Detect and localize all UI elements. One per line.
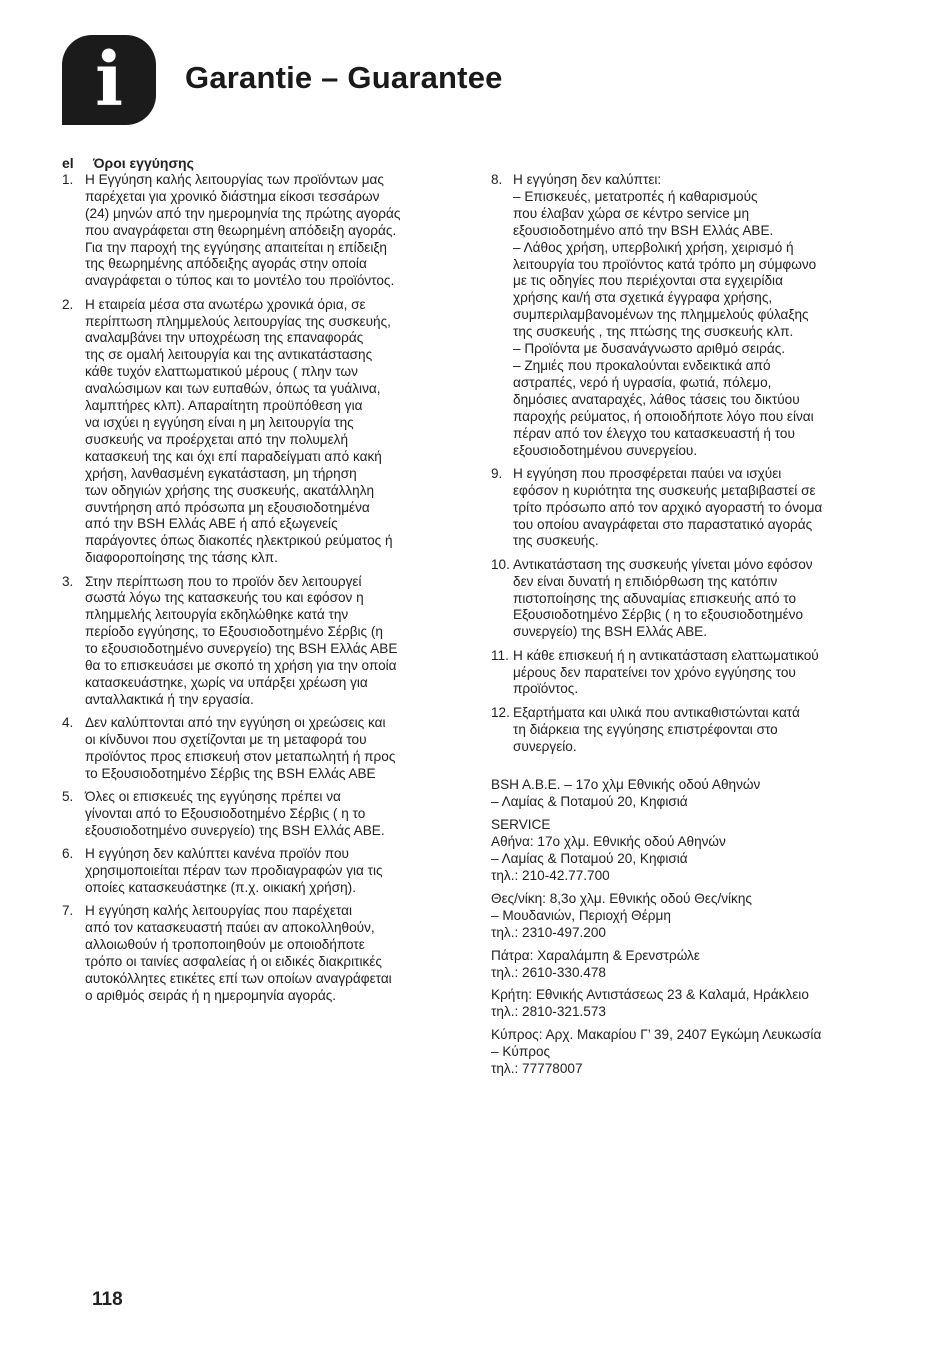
section-heading <box>62 155 467 172</box>
item-text: Δεν καλύπτονται από την εγγύηση οι χρεώσεις και οι κίνδυνοι που σχετίζονται με τη μεταφορά του προϊόντος προς επισκευή στον μεταπωλητή ή προς το Εξουσιοδοτημένο Σέρβις της BSH Ελλάς ΑΒΕ <box>85 715 396 781</box>
list-item <box>491 648 901 699</box>
item-text: Η κάθε επισκευή ή η αντικατάσταση ελαττωματικού μέρους δεν παρατείνει τον χρόνο εγγύησης του προϊόντος. <box>513 647 819 697</box>
contact-address: Κρήτη: Εθνικής Αντιστάσεως 23 & Καλαμά, Ηράκλειο τηλ.: 2810-321.573 <box>491 987 809 1020</box>
item-text: Η εταιρεία μέσα στα ανωτέρω χρονικά όρια, σε περίπτωση πλημμελούς λειτουργίας της συσκευής, αναλαμβάνει την υποχρέωση της επαναφοράς της σε ομαλή λειτουργία και της αντικατάστασης κάθε τυχόν ελαττωματικού μέρους ( πλην των αναλώσιμων και των ευπαθών, όπως τα γυάλινα, λαμπτήρες κλπ). Απαραίτητη προϋπόθεση για να ισχύει η εγγύηση είναι η μη λειτουργία της συσκευής να προέρχεται από την πολυμελή κατασκευή της και όχι επί παραδείγματι από κακή χρήση, λανθασμένη εγκατάσταση, μη τήρηση των οδηγιών χρήσης της συσκευής, ακατάλληλη συντήρηση από πρόσωπα μη εξουσιοδοτημένα από την BSH Ελλάς ΑΒΕ ή από εξωγενείς παράγοντες όπως διακοπές ηλεκτρικού ρεύματος ή διαφοροποίησης της τάσης κλπ. <box>85 296 393 566</box>
contact-address: BSH A.B.E. – 17ο χλμ Εθνικής οδού Αθηνών – Λαμίας & Ποταμού 20, Κηφισιά <box>491 777 761 810</box>
list-item <box>62 172 467 290</box>
section-heading-text: Όροι εγγύησης <box>93 155 194 171</box>
list-item <box>62 903 467 1004</box>
list-item <box>491 705 901 756</box>
item-text: Η εγγύηση δεν καλύπτει: – Επισκευές, μετατροπές ή καθαρισμούς που έλαβαν χώρα σε κέντρο service μη εξουσιοδοτημένο από την BSH Ελλάς ΑΒΕ. – Λάθος χρήση, υπερβολική χρήση, χειρισμό ή λειτουργία του προϊόντος κατά τρόπο μη σύμφωνο με τις οδηγίες που περιέχονται στα εγχειρίδια χρήσης και/ή στα σχετικά έγγραφα χρήσης, συμπεριλαμβανομένων της πλημμελούς φύλαξης της συσκευής , της πτώσης της συσκευής κλπ. – Προϊόντα με δυσανάγνωστο αριθμό σειράς. – Ζημιές που προκαλούνται ενδεικτικά από αστραπές, νερό ή υγρασία, φωτιά, πόλεμο, δημόσιες αναταραχές, λάθος τάσεις του δικτύου παροχής ρεύματος, ή οποιοδήποτε λόγο που είναι πέραν από τον έλεγχο του κατασκευαστή ή του εξουσιοδοτημένου συνεργείου. <box>513 172 817 458</box>
item-text: Η εγγύηση καλής λειτουργίας που παρέχεται από τον κατασκευαστή παύει αν αποκολληθούν, αλλοιωθούν ή τροποποιηθούν με οποιοδήποτε τρόπο οι ταινίες ασφαλείας ή οι ειδικές διακριτικές αυτοκόλλητες ετικέτες επί των οποίων αναγράφεται ο αριθμός σειράς ή η ημερομηνία αγοράς. <box>85 903 392 1003</box>
item-number: 1. <box>62 171 74 187</box>
contact-address: Πάτρα: Χαραλάμπη & Ερενστρώλε τηλ.: 2610-330.478 <box>491 947 700 980</box>
page-number: 118 <box>92 1289 123 1310</box>
list-item <box>62 789 467 840</box>
item-number: 6. <box>62 846 74 862</box>
contact-address: SERVICE Αθήνα: 17ο χλμ. Εθνικής οδού Αθηνών – Λαμίας & Ποταμού 20, Κηφισιά τηλ.: 210-42.77.700 <box>491 817 726 883</box>
right-column <box>491 172 901 1084</box>
item-text: Όλες οι επισκευές της εγγύησης πρέπει να γίνονται από το Εξουσιοδοτημένο Σέρβις ( η το εξουσιοδοτημένο συνεργείο) της BSH Ελλάς ΑΒΕ. <box>85 789 385 838</box>
item-number: 9. <box>491 465 503 481</box>
item-number: 2. <box>62 296 74 312</box>
list-item <box>62 715 467 783</box>
info-icon-glyph: i <box>94 37 124 123</box>
item-text: Η Εγγύηση καλής λειτουργίας των προϊόντων μας παρέχεται για χρονικό διάστημα είκοσι τεσσάρων (24) μηνών από την ημερομηνία της πρώτης αγοράς που αναγράφεται στη θεωρημένη απόδειξη αγοράς. Για την παροχή της εγγύησης απαιτείται η επίδειξη της θεωρημένης απόδειξης αγοράς στην οποία αναγράφεται ο τύπος και το μοντέλο του προϊόντος. <box>85 171 401 289</box>
item-text: Η εγγύηση που προσφέρεται παύει να ισχύει εφόσον η κυριότητα της συσκευής μεταβιβαστεί σε τρίτο πρόσωπο από τον αρχικό αγοραστή το όνομα του οποίου αναγράφεται στο παραστατικό αγοράς της συσκευής. <box>513 465 823 549</box>
contact-address: Κύπρος: Αρχ. Μακαρίου Γ’ 39, 2407 Εγκώμη Λευκωσία – Κύπρος τηλ.: 77778007 <box>491 1027 822 1077</box>
item-text: Η εγγύηση δεν καλύπτει κανένα προϊόν που χρησιμοποιείται πέραν των προδιαγραφών για τις οποίες κατασκευάστηκε (π.χ. οικιακή χρήση). <box>85 846 383 896</box>
list-item <box>62 297 467 568</box>
list-item <box>62 846 467 897</box>
language-code: el <box>62 155 74 171</box>
item-number: 11. <box>491 647 509 663</box>
left-column <box>62 155 467 1011</box>
page-title: Garantie – Guarantee <box>185 60 503 95</box>
list-item <box>491 466 901 551</box>
list-item <box>491 172 901 459</box>
contact-address: Θες/νίκη: 8,3ο χλμ. Εθνικής οδού Θες/νίκης – Μουδανιών, Περιοχή Θέρμη τηλ.: 2310-497.200 <box>491 890 752 940</box>
item-text: Στην περίπτωση που το προϊόν δεν λειτουργεί σωστά λόγω της κατασκευής του και εφόσον η πλημμελής λειτουργία εκδηλώθηκε κατά την περίοδο εγγύησης, το Εξουσιοδοτημένο Σέρβις (η το εξουσιοδοτημένο συνεργείο) της BSH Ελλάς ΑΒΕ θα το επισκευάσει με σκοπό τη χρήση για την οποία κατασκευάστηκε, χωρίς να υπάρξει χρέωση για ανταλλακτικά ή την εργασία. <box>85 573 398 707</box>
item-text: Εξαρτήματα και υλικά που αντικαθιστώνται κατά τη διάρκεια της εγγύησης επιστρέφονται στο συνεργείο. <box>513 704 800 754</box>
item-number: 8. <box>491 172 503 187</box>
item-number: 12. <box>491 704 510 720</box>
item-text: Αντικατάσταση της συσκευής γίνεται μόνο εφόσον δεν είναι δυνατή η επιδιόρθωση της κατόπιν πιστοποίησης της αδυναμίας επισκευής από το Εξουσιοδοτημένο Σέρβις ( η το εξουσιοδοτημένο συνεργείο) της BSH Ελλάς ΑΒΕ. <box>513 556 813 640</box>
item-number: 7. <box>62 903 74 919</box>
item-number: 5. <box>62 789 74 805</box>
list-item <box>62 574 467 709</box>
item-number: 10. <box>491 556 510 572</box>
list-item <box>491 557 901 642</box>
contact-block <box>491 777 901 1078</box>
item-number: 3. <box>62 573 74 589</box>
item-number: 4. <box>62 715 74 731</box>
info-icon <box>62 35 156 125</box>
